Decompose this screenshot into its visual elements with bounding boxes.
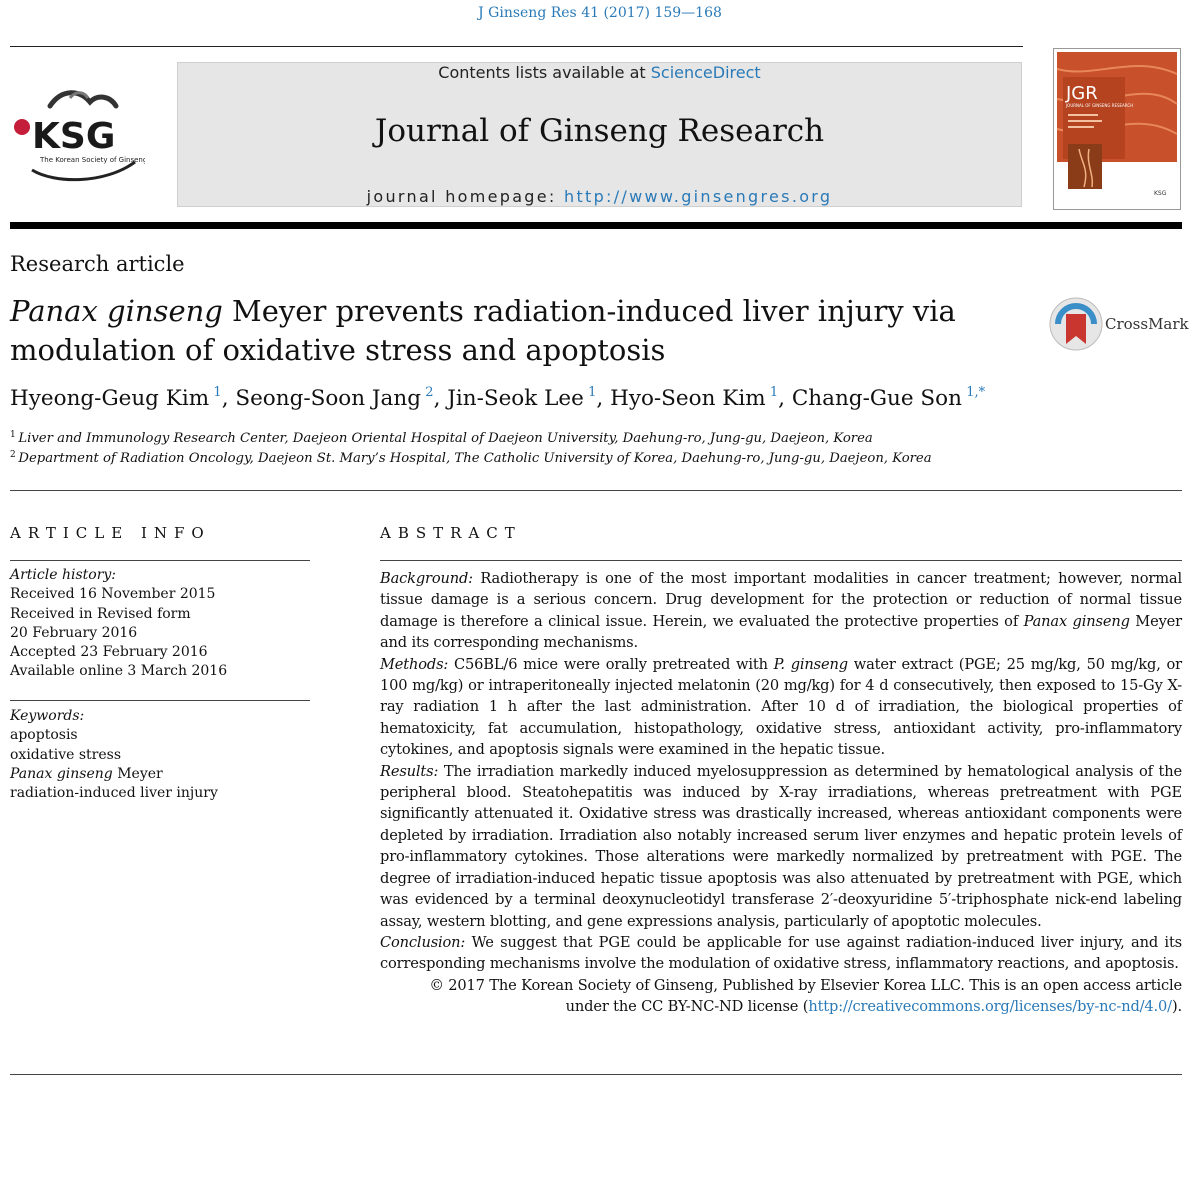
article-type: Research article [10, 252, 185, 276]
title-rest: Meyer prevents radiation-induced liver injury via [222, 294, 956, 328]
journal-citation[interactable]: J Ginseng Res 41 (2017) 159—168 [478, 5, 722, 21]
author-affil-sup[interactable]: 1,* [966, 385, 986, 400]
article-history [10, 566, 227, 682]
author-affil-sup[interactable]: 1 [213, 385, 222, 400]
info-divider [10, 560, 310, 561]
section-divider [10, 490, 1182, 491]
abstract-heading: ABSTRACT [380, 524, 522, 542]
abstract-methods: Methods: C56BL/6 mice were orally pretreated with P. ginseng water extract (PGE; 25 mg/kg, 50 mg/kg, or 100 mg/kg) or intraperitoneally injected melatonin (20 mg/kg) for 4 d consecutively, then exposed to 15-Gy X-ray radiation 1 h after the last administration. After 10 d of irradiation, the biological properties of hematoxicity, fat accumulation, histopathology, oxidative stress, antioxidant activity, pro-inflammatory cytokines, and apoptosis signals were examined in the hepatic tissue. [380, 655, 1182, 759]
keywords [10, 707, 218, 803]
footer-divider [10, 1074, 1182, 1075]
abstract-body [380, 568, 1182, 1018]
sciencedirect-link[interactable]: ScienceDirect [650, 63, 761, 82]
keyword: radiation-induced liver injury [10, 785, 218, 802]
author-affil-sup[interactable]: 2 [425, 385, 434, 400]
contents-line [178, 63, 1021, 82]
article-title [10, 292, 1010, 370]
journal-cover-thumbnail[interactable] [1053, 48, 1181, 210]
affiliation: $^2$ Department of Radiation Oncology, Daejeon St. Mary’s Hospital, The Catholic University of Korea, Daehung-ro, Jung-gu, Daejeon, Korea [10, 450, 932, 466]
cover-title: JGR [1066, 83, 1098, 104]
abstract-conclusion: Conclusion: We suggest that PGE could be applicable for use against radiation-induced liver injury, and its corresponding mechanisms involve the modulation of oxidative stress, inflammatory reactions, and apoptosis. [380, 933, 1182, 973]
cover-badge: KSG [1154, 190, 1167, 197]
title-italic: Panax ginseng [10, 294, 223, 328]
keyword: Panax ginseng Meyer [10, 765, 163, 782]
crossmark-badge[interactable] [1048, 294, 1189, 354]
history-item: Accepted 23 February 2016 [10, 644, 208, 661]
title-line2: modulation of oxidative stress and apoptosis [10, 333, 666, 367]
cover-graphic [1054, 49, 1180, 209]
keyword: apoptosis [10, 727, 78, 744]
history-item: 20 February 2016 [10, 624, 138, 641]
crossmark-icon [1048, 294, 1104, 354]
affiliation: $^1$ Liver and Immunology Research Center, Daejeon Oriental Hospital of Daejeon University, Daehung-ro, Jung-gu, Daejeon, Korea [10, 430, 873, 446]
header-divider [10, 46, 1023, 47]
author-list: Hyeong-Geug Kim $^1$, Seong-Soon Jang $^2$, Jin-Seok Lee $^1$, Hyo-Seon Kim $^1$, Chang-Gue Son $^{1,*}$ [10, 385, 986, 411]
info-divider [10, 700, 310, 701]
license-link[interactable]: http://creativecommons.org/licenses/by-nc-nd/4.0/ [808, 998, 1172, 1016]
crossmark-label: CrossMark [1105, 315, 1189, 333]
homepage-line [178, 187, 1021, 206]
ksg-logo [10, 84, 145, 186]
keywords-label: Keywords: [10, 708, 85, 724]
copyright-notice: © 2017 The Korean Society of Ginseng, Published by Elsevier Korea LLC. This is an open access article under the CC BY-NC-ND license (http://creativecommons.org/licenses/by-nc-nd/4.0/). [429, 976, 1182, 1016]
author[interactable]: Chang-Gue Son $^{1,*}$ [791, 385, 986, 411]
article-info-heading: ARTICLE INFO [10, 524, 211, 542]
author[interactable]: Hyeong-Geug Kim $^1$ [10, 385, 222, 411]
abstract-divider [380, 560, 1182, 561]
author[interactable]: Hyo-Seon Kim $^1$ [610, 385, 779, 411]
cover-subtitle: JOURNAL OF GINSENG RESEARCH [1066, 103, 1134, 108]
author-affil-sup[interactable]: 1 [769, 385, 779, 400]
author[interactable]: Jin-Seok Lee $^1$ [447, 385, 597, 411]
ksg-logo-text: KSG [32, 116, 116, 157]
contents-prefix: Contents lists available at [438, 63, 651, 82]
history-label: Article history: [10, 567, 117, 583]
ksg-logo-subtext: The Korean Society of Ginseng [40, 156, 145, 164]
journal-banner [177, 62, 1022, 207]
ksg-logo-graphic [10, 84, 145, 186]
history-item: Received in Revised form [10, 605, 191, 622]
homepage-prefix: journal homepage: [366, 187, 564, 206]
author-affil-sup[interactable]: 1 [588, 385, 597, 400]
author[interactable]: Seong-Soon Jang $^2$ [235, 385, 434, 411]
journal-title: Journal of Ginseng Research [374, 113, 825, 149]
header-thick-rule [10, 222, 1182, 229]
abstract-results: Results: The irradiation markedly induced myelosuppression as determined by hematological analysis of the peripheral blood. Steatohepatitis was induced by X-ray irradiations, whereas pretreatment with PGE significantly attenuated it. Oxidative stress was drastically increased, whereas antioxidant components were depleted by irradiation. Irradiation also notably increased serum liver enzymes and hepatic protein levels of pro-inflammatory cytokines. Those alterations were markedly normalized by pretreatment with PGE. The degree of irradiation-induced hepatic tissue apoptosis was also attenuated by pretreatment with PGE, which was evidenced by a terminal deoxynucleotidyl transferase 2′-deoxyuridine 5′-triphosphate nick-end labeling assay, western blotting, and gene expressions analysis, particularly of apoptotic molecules. [380, 762, 1182, 930]
history-item: Received 16 November 2015 [10, 586, 216, 603]
keyword: oxidative stress [10, 746, 122, 763]
abstract-background: Background: Radiotherapy is one of the most important modalities in cancer treatment; however, normal tissue damage is a serious concern. Drug development for the protection or reduction of normal tissue damage is therefore a clinical issue. Herein, we evaluated the protective properties of Panax ginseng Meyer and its corresponding mechanisms. [380, 570, 1182, 652]
homepage-link[interactable]: http://www.ginsengres.org [564, 187, 833, 206]
history-item: Available online 3 March 2016 [10, 663, 228, 680]
